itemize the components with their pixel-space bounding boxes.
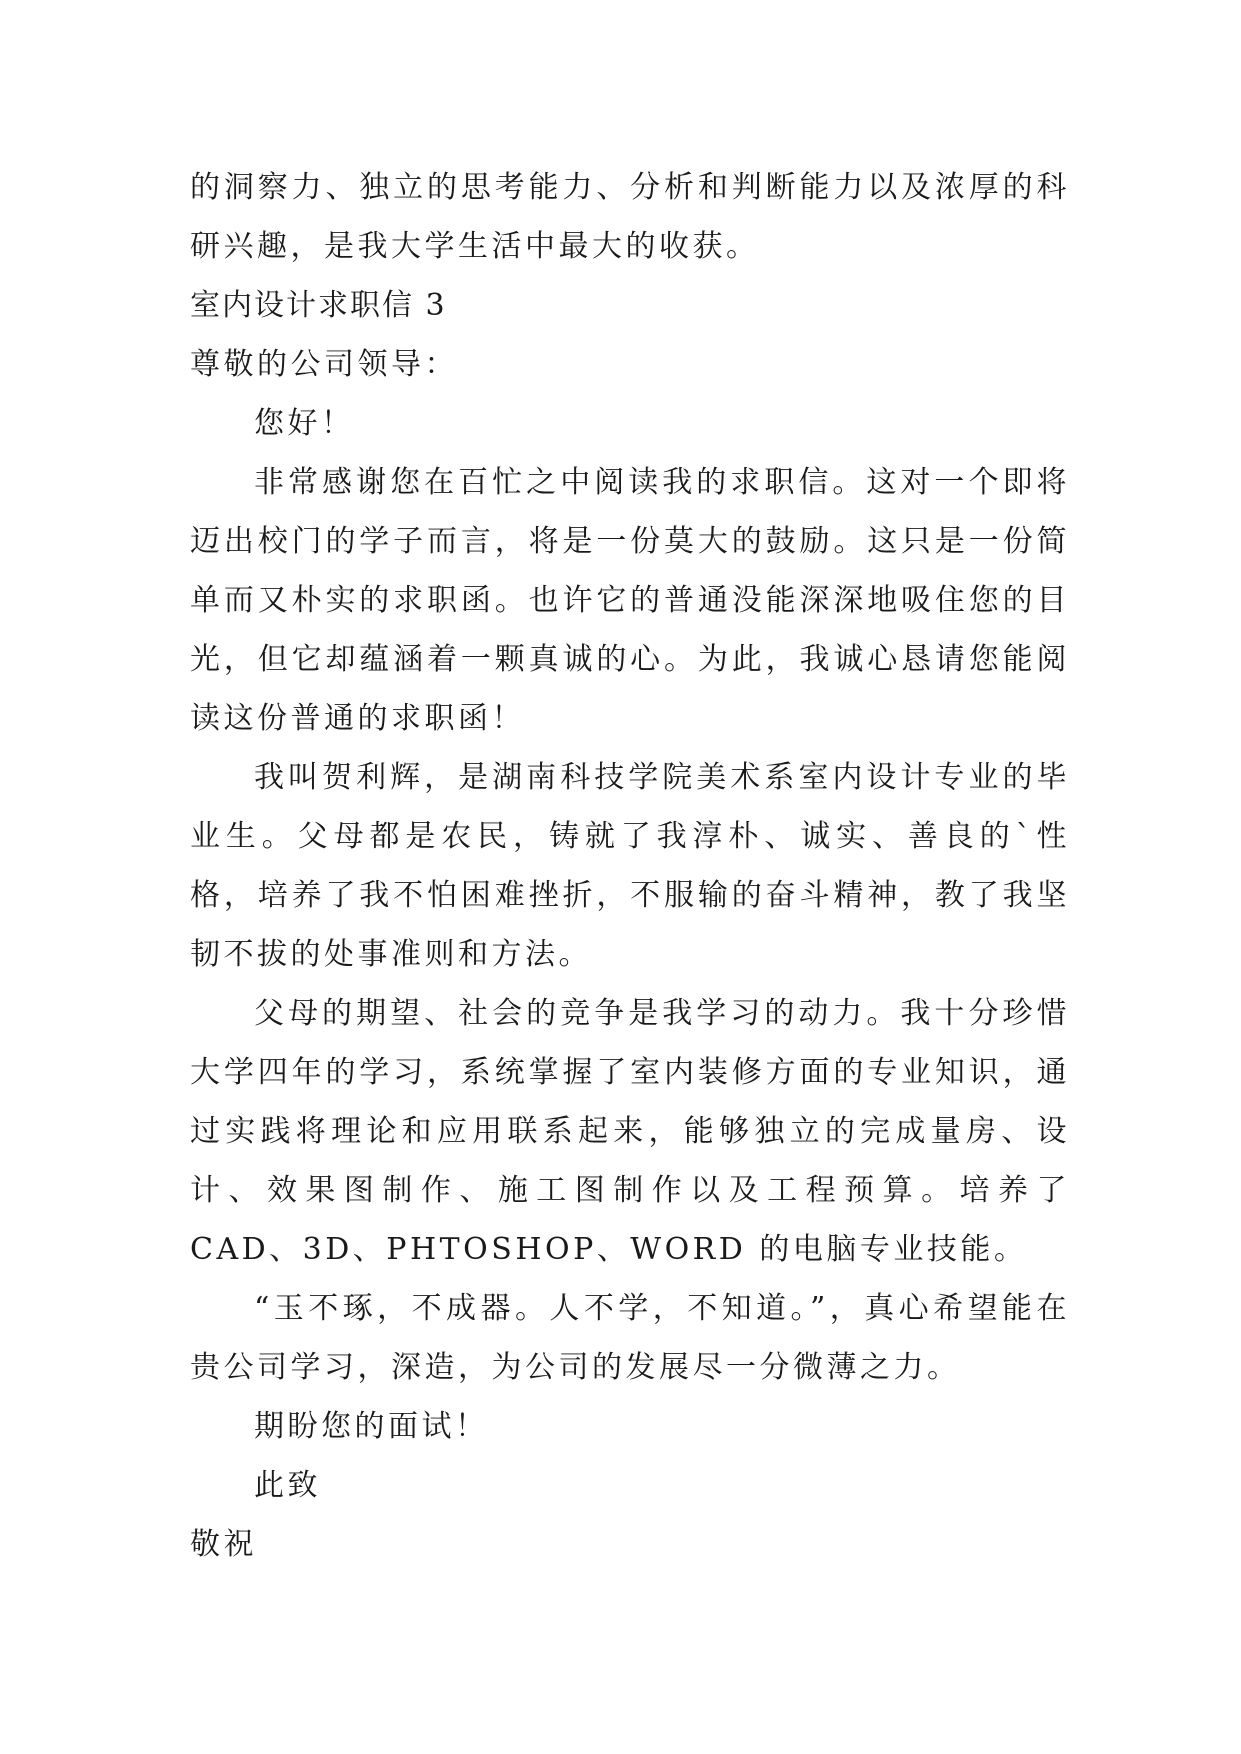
closing-line: 期盼您的面试！ <box>254 1409 489 1444</box>
paragraph-intro: 非常感谢您在百忙之中阅读我的求职信。这对一个即将迈出校门的学子而言，将是一份莫大的鼓励。这只是一份简单而又朴实的求职函。也许它的普通没能深深地吸住您的目光，但它却蕴涵着一颗真诚的心。为此，我诚心恳请您能阅读这份普通的求职函！ <box>190 465 1070 736</box>
section-title: 室内设计求职信 3 <box>190 288 447 323</box>
paragraph-aspiration: “玉不琢，不成器。人不学，不知道。”，真心希望能在贵公司学习，深造，为公司的发展尽一分微薄之力。 <box>190 1291 1070 1385</box>
salutation: 尊敬的公司领导： <box>190 347 458 382</box>
greeting: 您好！ <box>254 406 355 441</box>
closing-regards: 此致 <box>254 1468 321 1503</box>
paragraph-continuation: 的洞察力、独立的思考能力、分析和判断能力以及浓厚的科研兴趣，是我大学生活中最大的收获。 <box>190 170 1070 264</box>
paragraph-background: 我叫贺利辉，是湖南科技学院美术系室内设计专业的毕业生。父母都是农民，铸就了我淳朴、诚实、善良的`性格，培养了我不怕困难挫折，不服输的奋斗精神，教了我坚韧不拔的处事准则和方法。 <box>190 760 1070 972</box>
document-body <box>190 158 1070 1574</box>
closing-wish: 敬祝 <box>190 1527 257 1562</box>
paragraph-skills: 父母的期望、社会的竞争是我学习的动力。我十分珍惜大学四年的学习，系统掌握了室内装修方面的专业知识，通过实践将理论和应用联系起来，能够独立的完成量房、设计、效果图制作、施工图制作以及工程预算。培养了 CAD、3D、PHTOSHOP、WORD 的电脑专业技能。 <box>190 996 1070 1267</box>
